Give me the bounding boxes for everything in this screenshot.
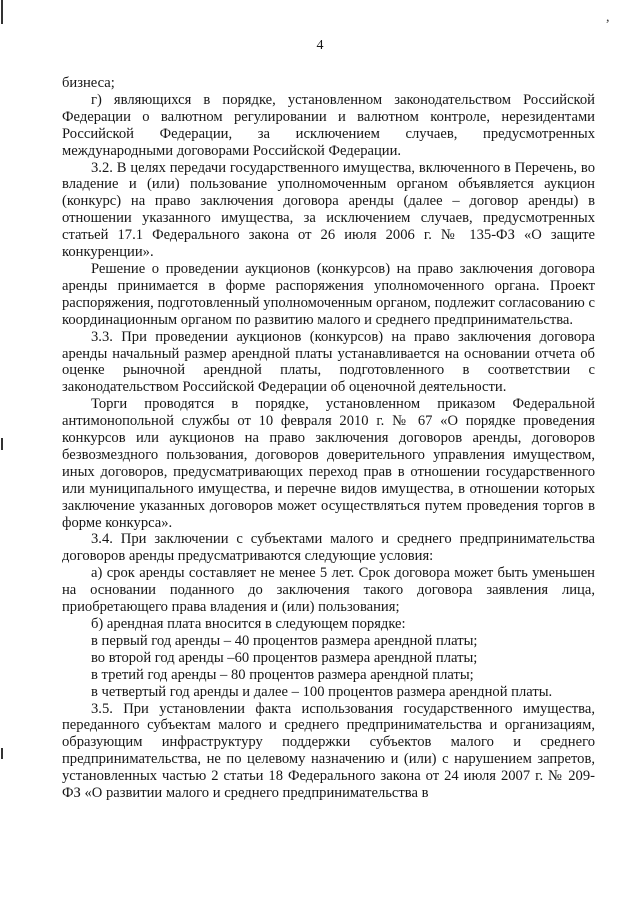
paragraph: Решение о проведении аукционов (конкурсов) на право заключения договора аренды принимается в форме распоряжения уполномоченного органа. Проект распоряжения, подготовленный уполномоченным органом, подлежит согласованию с координационным органом по развитию малого и среднего предпринимательства. xyxy=(62,260,595,328)
paragraph: 3.5. При установлении факта использования государственного имущества, переданного субъектам малого и среднего предпринимательства и организациям, образующим инфраструктуру поддержки субъектов малого и среднего предпринимательства, не по целевому назначению и (или) с нарушением запретов, установленных частью 2 статьи 18 Федерального закона от 24 июля 2007 г. № 209-ФЗ «О развитии малого и среднего предпринимательства в xyxy=(62,700,595,802)
paragraph: 3.3. При проведении аукционов (конкурсов) на право заключения договора аренды начальный размер арендной платы устанавливается на основании отчета об оценке рыночной арендной платы, подготовленного в соответствии с законодательством Российской Федерации об оценочной деятельности. xyxy=(62,328,595,396)
paragraph: Торги проводятся в порядке, установленном приказом Федеральной антимонопольной службы от 10 февраля 2010 г. № 67 «О порядке проведения конкурсов или аукционов на право заключения договоров аренды, договоров безвозмездного пользования, договоров доверительного управления имуществом, иных договоров, предусматривающих переход прав в отношении государственного или муниципального имущества, и перечне видов имущества, в отношении которых заключение указанных договоров может осуществляться путем проведения торгов в форме конкурса». xyxy=(62,396,595,531)
paragraph: а) срок аренды составляет не менее 5 лет. Срок договора может быть уменьшен на основании поданного до заключения такого договора заявления лица, приобретающего права владения и (или) пользования; xyxy=(62,565,595,616)
paragraph: 3.4. При заключении с субъектами малого и среднего предпринимательства договоров аренды предусматриваются следующие условия: xyxy=(62,531,595,565)
document-body xyxy=(62,75,595,802)
scan-edge-mark xyxy=(1,748,3,759)
scan-edge-mark xyxy=(1,0,3,24)
list-item: в четвертый год аренды и далее – 100 процентов размера арендной платы. xyxy=(91,683,553,700)
list-item: б) арендная плата вносится в следующем порядке: xyxy=(91,616,406,632)
paragraph: 3.2. В целях передачи государственного имущества, включенного в Перечень, во владение и (или) пользование уполномоченным органом объявляется аукцион (конкурс) на право заключения договора аренды (далее – договор аренды) в отношении указанного имущества, за исключением случаев, предусмотренных статьей 17.1 Федерального закона от 26 июля 2006 г. № 135-ФЗ «О защите конкуренции». xyxy=(62,159,595,261)
corner-mark: , xyxy=(606,10,610,25)
page-number: 4 xyxy=(316,38,324,53)
paragraph: бизнеса; xyxy=(62,75,115,91)
paragraph: г) являющихся в порядке, установленном законодательством Российской Федерации о валютном регулировании и валютном контроле, нерезидентами Российской Федерации, за исключением случаев, предусмотренных международными договорами Российской Федерации. xyxy=(62,91,595,159)
list-item: в первый год аренды – 40 процентов размера арендной платы; xyxy=(91,632,478,649)
scan-edge-mark xyxy=(1,438,3,450)
list-item: в третий год аренды – 80 процентов размера арендной платы; xyxy=(91,666,474,683)
list-item: во второй год аренды –60 процентов размера арендной платы; xyxy=(91,649,478,666)
